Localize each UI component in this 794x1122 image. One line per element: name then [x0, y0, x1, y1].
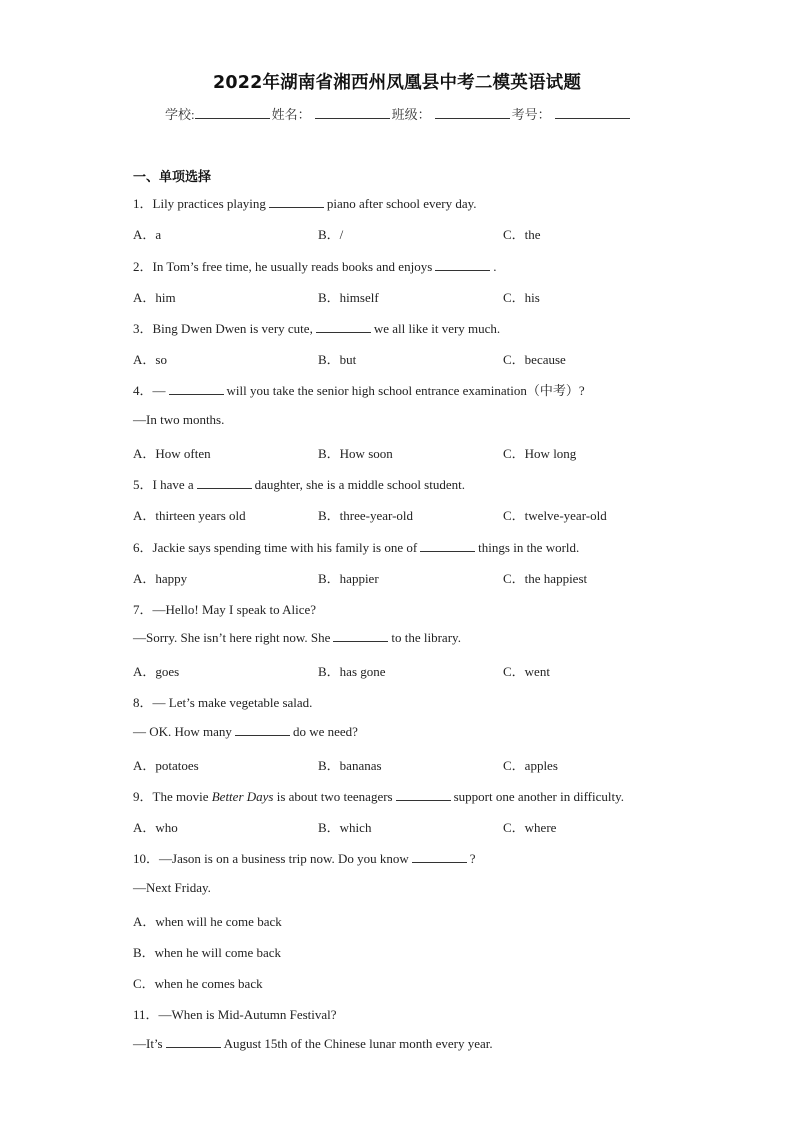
question-10: 10．—Jason is on a business trip now. Do you know ? — [133, 851, 476, 866]
answer-blank — [269, 196, 324, 208]
school-field[interactable] — [195, 106, 270, 119]
answer-blank — [169, 383, 224, 395]
q10-option-b[interactable]: B．when he will come back — [133, 945, 282, 960]
answer-blank — [316, 321, 371, 333]
question-2: 2．In Tom’s free time, he usually reads books and enjoys . — [133, 259, 497, 274]
movie-title: Better Days — [211, 789, 274, 804]
q5-option-a[interactable]: A．thirteen years old — [133, 508, 246, 523]
q1-option-a[interactable]: A．a — [133, 227, 162, 242]
answer-blank — [197, 477, 252, 489]
q8-option-c[interactable]: C．apples — [503, 758, 558, 773]
question-6: 6．Jackie says spending time with his family is one of things in the world. — [133, 540, 580, 555]
answer-blank — [420, 540, 475, 552]
q4-option-b[interactable]: B．How soon — [318, 446, 393, 461]
q8-option-a[interactable]: A．potatoes — [133, 758, 199, 773]
question-4: 4．— will you take the senior high school entrance examination（中考）? — [133, 383, 585, 398]
class-label: 班级： — [391, 107, 431, 122]
q9-option-a[interactable]: A．who — [133, 820, 178, 835]
q1-option-b[interactable]: B．/ — [318, 227, 344, 242]
q5-option-b[interactable]: B．three-year-old — [318, 508, 414, 523]
question-9: 9．The movie Better Days is about two teenagers support one another in difficulty. — [133, 789, 625, 804]
q4-option-a[interactable]: A．How often — [133, 446, 211, 461]
number-label: 考号： — [511, 107, 551, 122]
q8-option-b[interactable]: B．bananas — [318, 758, 382, 773]
answer-blank — [412, 851, 467, 863]
question-8: 8．— Let’s make vegetable salad. — [133, 695, 313, 710]
answer-blank — [333, 630, 388, 642]
class-field[interactable] — [435, 106, 510, 119]
question-7-reply: —Sorry. She isn’t here right now. She to the library. — [133, 630, 461, 645]
question-5: 5．I have a daughter, she is a middle school student. — [133, 477, 465, 492]
q7-option-b[interactable]: B．has gone — [318, 664, 386, 679]
q10-option-a[interactable]: A．when will he come back — [133, 914, 282, 929]
question-8-reply: — OK. How many do we need? — [133, 724, 358, 739]
school-label: 学校: — [165, 107, 195, 122]
q1-option-c[interactable]: C．the — [503, 227, 541, 242]
q7-option-a[interactable]: A．goes — [133, 664, 180, 679]
q3-option-b[interactable]: B．but — [318, 352, 357, 367]
question-11: 11．—When is Mid-Autumn Festival? — [133, 1007, 337, 1022]
name-label: 姓名： — [271, 107, 311, 122]
question-7: 7．—Hello! May I speak to Alice? — [133, 602, 317, 617]
answer-blank — [396, 789, 451, 801]
q6-option-a[interactable]: A．happy — [133, 571, 188, 586]
number-field[interactable] — [555, 106, 630, 119]
section-heading: 一、单项选择 — [133, 170, 212, 185]
question-1: 1．Lily practices playing piano after school every day. — [133, 196, 477, 211]
question-10-reply: —Next Friday. — [133, 880, 211, 895]
answer-blank — [235, 724, 290, 736]
page-title: 2022年湖南省湘西州凤凰县中考二模英语试题 — [212, 73, 582, 93]
question-4-reply: —In two months. — [133, 412, 225, 427]
name-field[interactable] — [315, 106, 390, 119]
q10-option-c[interactable]: C．when he comes back — [133, 976, 263, 991]
answer-blank — [435, 259, 490, 271]
q7-option-c[interactable]: C．went — [503, 664, 550, 679]
q2-option-b[interactable]: B．himself — [318, 290, 379, 305]
q6-option-c[interactable]: C．the happiest — [503, 571, 588, 586]
question-11-reply: —It’s August 15th of the Chinese lunar month every year. — [133, 1036, 493, 1051]
q2-option-c[interactable]: C．his — [503, 290, 540, 305]
q2-option-a[interactable]: A．him — [133, 290, 176, 305]
question-3: 3．Bing Dwen Dwen is very cute, we all like it very much. — [133, 321, 501, 336]
q5-option-c[interactable]: C．twelve-year-old — [503, 508, 607, 523]
q6-option-b[interactable]: B．happier — [318, 571, 379, 586]
answer-blank — [166, 1036, 221, 1048]
q9-option-b[interactable]: B．which — [318, 820, 372, 835]
q9-option-c[interactable]: C．where — [503, 820, 557, 835]
q3-option-a[interactable]: A．so — [133, 352, 167, 367]
q3-option-c[interactable]: C．because — [503, 352, 566, 367]
q4-option-c[interactable]: C．How long — [503, 446, 577, 461]
student-info-row — [165, 104, 630, 123]
